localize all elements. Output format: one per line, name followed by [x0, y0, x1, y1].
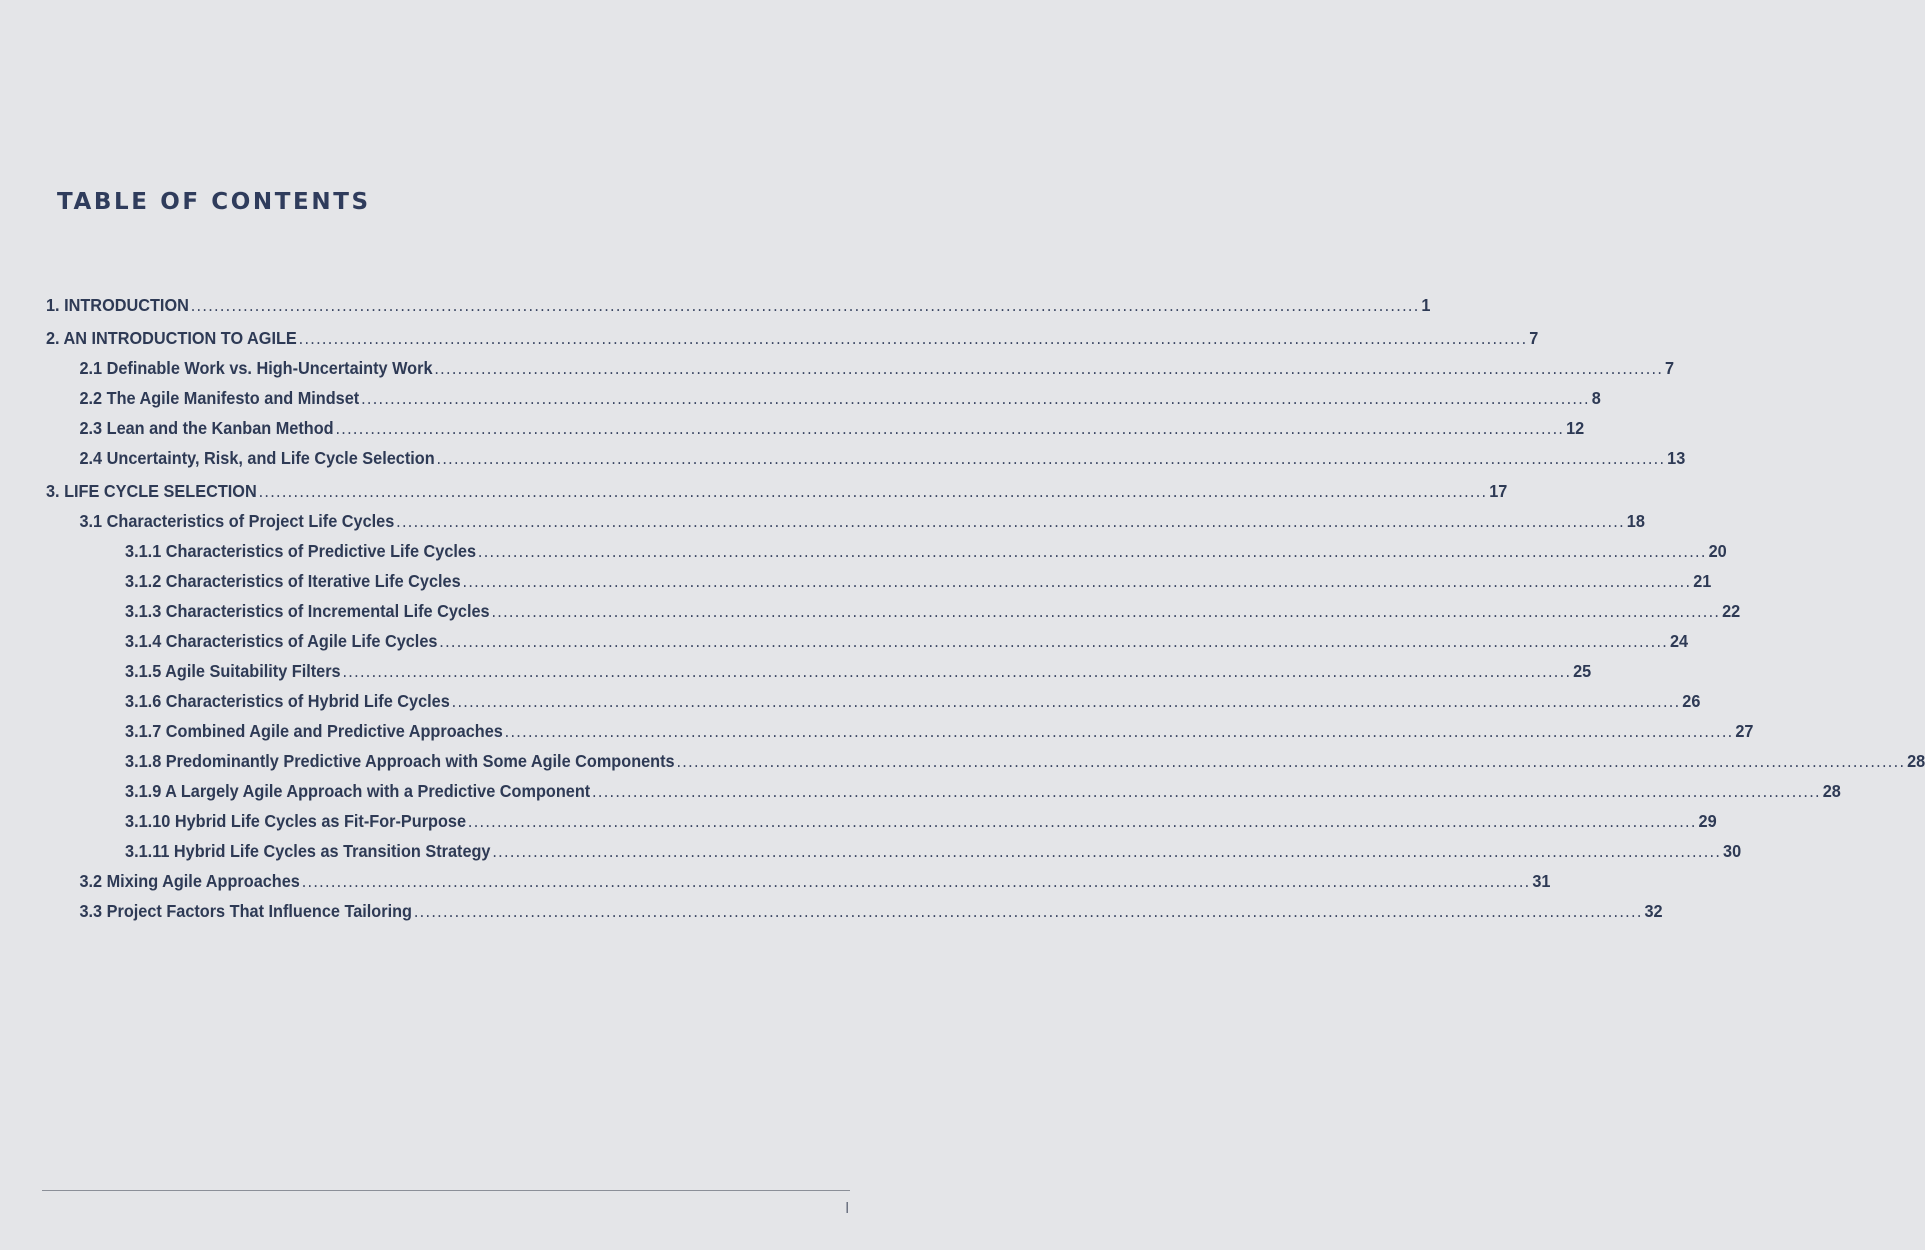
toc-entry-label: 3.1.1 Characteristics of Predictive Life Cycles [125, 541, 477, 561]
toc-entry-label: 2.1 Definable Work vs. High-Uncertainty Work [79, 358, 433, 378]
toc-entry-label: 3.1.8 Predominantly Predictive Approach with Some Agile Components [125, 751, 675, 771]
dot-leader: ................................................................................................................................................................................................................... [190, 295, 1420, 315]
dot-leader: ................................................................................................................................................................................................................... [436, 448, 1666, 468]
dot-leader: ................................................................................................................................................................................................................... [396, 511, 1625, 531]
toc-entry-page: 32 [1644, 901, 1663, 921]
dot-leader: ................................................................................................................................................................................................................... [298, 328, 1528, 348]
toc-entry[interactable] [46, 841, 1742, 871]
toc-entry[interactable] [46, 571, 1712, 601]
dot-leader: ................................................................................................................................................................................................................... [413, 901, 1643, 921]
toc-entry[interactable] [46, 781, 1841, 811]
toc-entry-page: 7 [1529, 328, 1539, 348]
dot-leader: ................................................................................................................................................................................................................... [434, 358, 1664, 378]
toc-entry[interactable] [46, 691, 1701, 721]
toc-entry-label: 3. LIFE CYCLE SELECTION [46, 481, 257, 501]
toc-entry-label: 3.2 Mixing Agile Approaches [79, 871, 300, 891]
toc-entry-label: 3.1.5 Agile Suitability Filters [125, 661, 341, 681]
toc-entry[interactable] [46, 871, 1551, 901]
toc-entry[interactable] [46, 901, 1663, 931]
toc-entry-label: 3.1.9 A Largely Agile Approach with a Predictive Component [125, 781, 591, 801]
toc-entry-label: 2.4 Uncertainty, Risk, and Life Cycle Selection [79, 448, 435, 468]
toc-entry-label: 2. AN INTRODUCTION TO AGILE [46, 328, 297, 348]
toc-entry[interactable] [46, 661, 1592, 691]
toc-entry-label: 3.1.10 Hybrid Life Cycles as Fit-For-Purpose [125, 811, 467, 831]
table-of-contents [46, 295, 1925, 931]
toc-entry[interactable] [46, 721, 1754, 751]
toc-entry-page: 26 [1682, 691, 1701, 711]
toc-entry-page: 27 [1735, 721, 1754, 741]
toc-entry-label: 3.1.4 Characteristics of Agile Life Cycles [125, 631, 438, 651]
toc-entry[interactable] [46, 751, 1925, 781]
toc-entry-page: 30 [1723, 841, 1742, 861]
toc-entry-label: 3.1.11 Hybrid Life Cycles as Transition Strategy [125, 841, 491, 861]
toc-entry-label: 3.1.7 Combined Agile and Predictive Approaches [125, 721, 503, 741]
toc-entry-page: 22 [1722, 601, 1741, 621]
toc-entry[interactable] [46, 418, 1585, 448]
toc-entry-page: 29 [1698, 811, 1717, 831]
toc-entry[interactable] [46, 511, 1645, 541]
toc-entry[interactable] [46, 358, 1675, 388]
toc-entry-label: 3.1 Characteristics of Project Life Cycles [79, 511, 395, 531]
toc-entry-page: 20 [1708, 541, 1727, 561]
toc-entry-page: 7 [1665, 358, 1675, 378]
dot-leader: ................................................................................................................................................................................................................... [439, 631, 1669, 651]
toc-entry-label: 3.1.2 Characteristics of Iterative Life Cycles [125, 571, 461, 591]
footer-page-number: I [845, 1200, 850, 1217]
dot-leader: ................................................................................................................................................................................................................... [361, 388, 1590, 408]
toc-entry[interactable] [46, 541, 1727, 571]
toc-entry-label: 3.1.3 Characteristics of Incremental Life Cycles [125, 601, 490, 621]
footer-divider [42, 1190, 850, 1191]
toc-entry-page: 25 [1573, 661, 1592, 681]
dot-leader: ................................................................................................................................................................................................................... [258, 481, 1488, 501]
toc-entry[interactable] [46, 295, 1431, 325]
dot-leader: ................................................................................................................................................................................................................... [504, 721, 1734, 741]
toc-entry-page: 8 [1591, 388, 1601, 408]
toc-entry[interactable] [46, 811, 1717, 841]
toc-entry[interactable] [46, 601, 1741, 631]
dot-leader: ................................................................................................................................................................................................................... [491, 601, 1721, 621]
toc-entry[interactable] [46, 448, 1686, 478]
toc-entry-label: 3.3 Project Factors That Influence Tailoring [79, 901, 412, 921]
toc-entry[interactable] [46, 328, 1539, 358]
dot-leader: ................................................................................................................................................................................................................... [592, 781, 1821, 801]
dot-leader: ................................................................................................................................................................................................................... [462, 571, 1692, 591]
toc-entry-label: 2.3 Lean and the Kanban Method [79, 418, 334, 438]
toc-entry-page: 1 [1421, 295, 1431, 315]
toc-entry-label: 3.1.6 Characteristics of Hybrid Life Cycles [125, 691, 450, 711]
toc-entry-page: 24 [1669, 631, 1689, 651]
dot-leader: ................................................................................................................................................................................................................... [342, 661, 1572, 681]
toc-entry[interactable] [46, 388, 1601, 418]
toc-entry-page: 31 [1532, 871, 1551, 891]
dot-leader: ................................................................................................................................................................................................................... [492, 841, 1722, 861]
toc-entry-label: 1. INTRODUCTION [46, 295, 189, 315]
toc-entry-page: 13 [1667, 448, 1686, 468]
toc-entry[interactable] [46, 631, 1689, 661]
dot-leader: ................................................................................................................................................................................................................... [467, 811, 1697, 831]
toc-entry-page: 17 [1489, 481, 1508, 501]
toc-entry-page: 18 [1626, 511, 1645, 531]
dot-leader: ................................................................................................................................................................................................................... [477, 541, 1707, 561]
dot-leader: ................................................................................................................................................................................................................... [301, 871, 1531, 891]
toc-entry-page: 28 [1907, 751, 1925, 771]
dot-leader: ................................................................................................................................................................................................................... [676, 751, 1906, 771]
toc-entry-label: 2.2 The Agile Manifesto and Mindset [79, 388, 360, 408]
toc-entry-page: 28 [1822, 781, 1841, 801]
page-title: TABLE OF CONTENTS [57, 189, 371, 215]
toc-entry[interactable] [46, 481, 1508, 511]
dot-leader: ................................................................................................................................................................................................................... [335, 418, 1565, 438]
dot-leader: ................................................................................................................................................................................................................... [451, 691, 1681, 711]
toc-entry-page: 21 [1693, 571, 1712, 591]
toc-entry-page: 12 [1566, 418, 1585, 438]
